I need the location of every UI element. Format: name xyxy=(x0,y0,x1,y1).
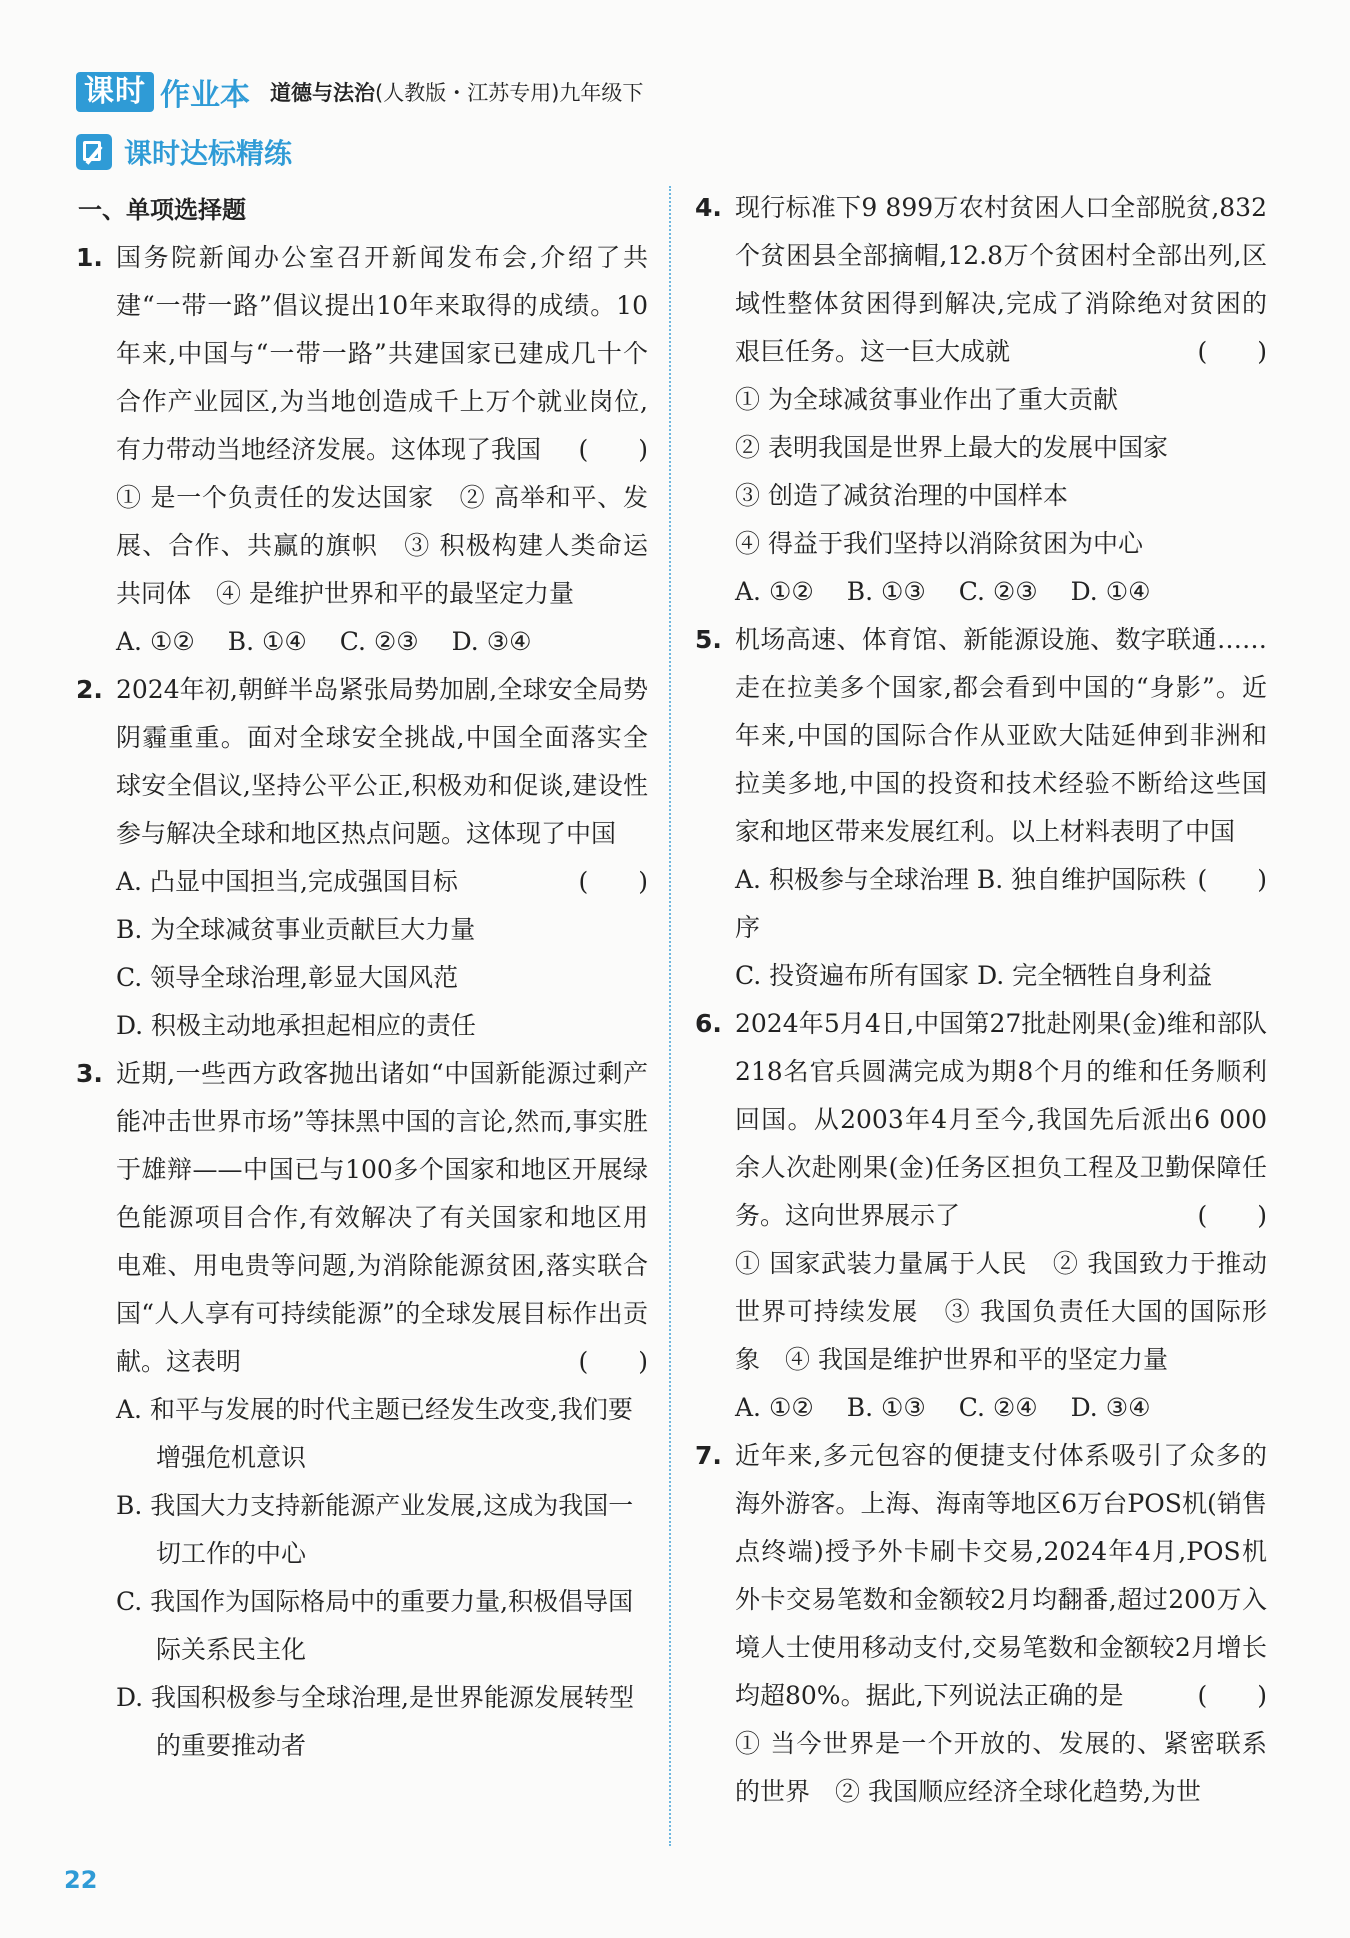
question-3 xyxy=(78,1050,648,1770)
choice-row: A. ①② B. ①④ C. ②③ D. ③④ xyxy=(116,627,532,656)
question-number: 6. xyxy=(695,1009,722,1038)
option-row: C. 投资遍布所有国家 D. 完全牺牲自身利益 xyxy=(735,961,1213,990)
page-number: 22 xyxy=(64,1866,98,1894)
question-stem xyxy=(735,1000,1267,1240)
question-7 xyxy=(697,1432,1267,1816)
answer-blank: ( ) xyxy=(1197,865,1267,894)
answer-blank: ( ) xyxy=(1197,337,1267,366)
answer-blank: ( ) xyxy=(578,435,648,464)
stem-text: 近年来,多元包容的便捷支付体系吸引了众多的海外游客。上海、海南等地区6万台POS机(销售点终端)授予外卡刷卡交易,2024年4月,POS机外卡交易笔数和金额较2月均翻番,超过200万入境人士使用移动支付,交易笔数和金额较2月增长均超80%。据此,下列说法正确的是 xyxy=(735,1441,1267,1710)
right-column xyxy=(697,184,1267,1816)
question-number: 2. xyxy=(76,675,103,704)
question-number: 5. xyxy=(695,625,722,654)
subject-edition: (人教版・江苏专用)九年级下 xyxy=(375,81,644,105)
answer-blank: ( ) xyxy=(1197,1681,1267,1710)
question-2 xyxy=(78,666,648,1050)
question-6 xyxy=(697,1000,1267,1432)
question-number: 7. xyxy=(695,1441,722,1470)
option: C. 领导全球治理,彰显大国风范 xyxy=(116,963,459,992)
option-row: A. 积极参与全球治理 B. 独自维护国际秩序 xyxy=(735,865,1187,942)
statement-list: ① 是一个负责任的发达国家 ② 高举和平、发展、合作、共赢的旗帜 ③ 积极构建人类命运共同体 ④ 是维护世界和平的最坚定力量 xyxy=(116,483,648,608)
stem-text: 机场高速、体育馆、新能源设施、数字联通……走在拉美多个国家,都会看到中国的“身影”。近年来,中国的国际合作从亚欧大陆延伸到非洲和拉美多地,中国的投资和技术经验不断给这些国家和地区带来发展红利。以上材料表明了中国 xyxy=(735,625,1267,846)
question-stem xyxy=(735,1432,1267,1720)
question-4 xyxy=(697,184,1267,616)
section-heading xyxy=(76,132,292,172)
column-divider xyxy=(669,186,671,1846)
answer-blank: ( ) xyxy=(578,1347,648,1376)
option: D. 积极主动地承担起相应的责任 xyxy=(116,1011,477,1040)
choice-row: A. ①② B. ①③ C. ②③ D. ①④ xyxy=(735,577,1151,606)
question-stem xyxy=(116,1050,648,1386)
choice-row: A. ①② B. ①③ C. ②④ D. ③④ xyxy=(735,1393,1151,1422)
statement: ② 表明我国是世界上最大的发展中国家 xyxy=(735,433,1168,462)
statement: ① 为全球减贫事业作出了重大贡献 xyxy=(735,385,1118,414)
question-number: 3. xyxy=(76,1059,103,1088)
page-header xyxy=(76,70,643,114)
option: C. 我国作为国际格局中的重要力量,积极倡导国际关系民主化 xyxy=(116,1587,634,1664)
option: D. 我国积极参与全球治理,是世界能源发展转型的重要推动者 xyxy=(116,1683,634,1760)
brand-title: 作业本 xyxy=(160,78,250,113)
statement: ④ 得益于我们坚持以消除贫困为中心 xyxy=(735,529,1143,558)
question-1 xyxy=(78,234,648,666)
stem-text: 近期,一些西方政客抛出诸如“中国新能源过剩产能冲击世界市场”等抹黑中国的言论,然而,事实胜于雄辩——中国已与100多个国家和地区开展绿色能源项目合作,有效解决了有关国家和地区用电难、用电贵等问题,为消除能源贫困,落实联合国“人人享有可持续能源”的全球发展目标作出贡献。这表明 xyxy=(116,1059,648,1376)
stem-text: 现行标准下9 899万农村贫困人口全部脱贫,832个贫困县全部摘帽,12.8万个贫困村全部出列,区域性整体贫困得到解决,完成了消除绝对贫困的艰巨任务。这一巨大成就 xyxy=(735,193,1267,366)
stem-text: 2024年5月4日,中国第27批赴刚果(金)维和部队218名官兵圆满完成为期8个月的维和任务顺利回国。从2003年4月至今,我国先后派出6 000余人次赴刚果(金)任务区担负工程及卫勤保障任务。这向世界展示了 xyxy=(735,1009,1267,1230)
section-label: 课时达标精练 xyxy=(124,137,293,170)
part-title: 一、单项选择题 xyxy=(78,196,246,224)
answer-blank: ( ) xyxy=(1197,1201,1267,1230)
subject-title xyxy=(270,77,643,107)
edit-icon xyxy=(76,134,112,170)
option: B. 为全球减贫事业贡献巨大力量 xyxy=(116,915,476,944)
statement: ③ 创造了减贫治理的中国样本 xyxy=(735,481,1068,510)
brand-logo: 课时 xyxy=(76,72,154,112)
stem-text: 国务院新闻办公室召开新闻发布会,介绍了共建“一带一路”倡议提出10年来取得的成绩。10年来,中国与“一带一路”共建国家已建成几十个合作产业园区,为当地创造成千上万个就业岗位,有力带动当地经济发展。这体现了我国 xyxy=(116,243,648,464)
option: A. 凸显中国担当,完成强国目标 xyxy=(116,867,458,896)
statement-list: ① 当今世界是一个开放的、发展的、紧密联系的世界 ② 我国顺应经济全球化趋势,为世 xyxy=(735,1729,1267,1806)
question-number: 1. xyxy=(76,243,103,272)
question-stem xyxy=(116,234,648,474)
question-5 xyxy=(697,616,1267,1000)
question-number: 4. xyxy=(695,193,722,222)
statement-list: ① 国家武装力量属于人民 ② 我国致力于推动世界可持续发展 ③ 我国负责任大国的国际形象 ④ 我国是维护世界和平的坚定力量 xyxy=(735,1249,1267,1374)
subject-bold: 道德与法治 xyxy=(270,81,375,105)
question-stem xyxy=(735,184,1267,376)
left-column xyxy=(78,186,648,1770)
option: A. 和平与发展的时代主题已经发生改变,我们要增强危机意识 xyxy=(116,1395,633,1472)
option: B. 我国大力支持新能源产业发展,这成为我国一切工作的中心 xyxy=(116,1491,634,1568)
question-stem xyxy=(735,616,1267,894)
answer-blank: ( ) xyxy=(578,867,648,896)
stem-text: 2024年初,朝鲜半岛紧张局势加剧,全球安全局势阴霾重重。面对全球安全挑战,中国全面落实全球安全倡议,坚持公平公正,积极劝和促谈,建设性参与解决全球和地区热点问题。这体现了中国 xyxy=(116,675,648,848)
